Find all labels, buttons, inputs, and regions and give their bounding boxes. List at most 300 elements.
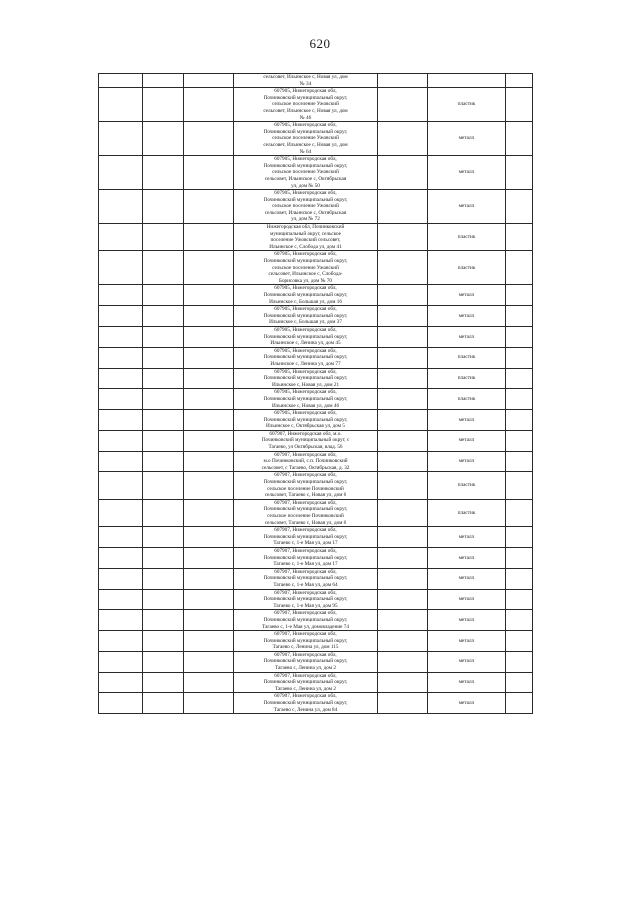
address-cell [234, 499, 378, 526]
material-cell: металл [428, 547, 506, 568]
address-line: сельсовет, Ильинское с, Октябрьская [264, 175, 347, 182]
empty-cell-g [506, 410, 533, 431]
address-line: Ильинское с, Октябрьская ул, дом 5 [266, 423, 345, 430]
address-line: муниципальный округ, сельское [270, 230, 341, 237]
empty-cell-b [143, 74, 184, 88]
empty-cell-g [506, 631, 533, 652]
material-cell: металл [428, 610, 506, 631]
empty-cell-g [506, 610, 533, 631]
address-line: Тагаево с, 1-е Мая ул, дом 64 [273, 581, 338, 588]
material-cell: пластик [428, 499, 506, 526]
empty-cell-b [143, 251, 184, 285]
address-line: поселение Ужовский сельсовет, [270, 237, 341, 244]
address-line: 607905, Нижегородская обл, [274, 368, 337, 375]
address-line: сельское поселение Починковский [267, 513, 344, 519]
address-line: Починковский муниципальный округ, [263, 554, 348, 561]
table-row [99, 326, 533, 347]
empty-cell-b [143, 410, 184, 431]
empty-cell-e [378, 88, 428, 122]
empty-cell-c [184, 88, 234, 122]
address-cell [234, 224, 378, 251]
address-line: № 64 [299, 148, 312, 155]
address-line: 607905, Нижегородская обл, [274, 389, 337, 396]
address-cell [234, 451, 378, 472]
empty-cell-e [378, 224, 428, 251]
address-line: Починковский муниципальный округ, [263, 596, 348, 603]
empty-cell-e [378, 389, 428, 410]
empty-cell-b [143, 347, 184, 368]
material-cell: металл [428, 451, 506, 472]
empty-cell-a [99, 451, 143, 472]
empty-cell-g [506, 693, 533, 714]
empty-cell-g [506, 651, 533, 672]
empty-cell-g [506, 285, 533, 306]
address-line: 607907, Нижегородская обл, [274, 472, 337, 479]
empty-cell-g [506, 156, 533, 190]
address-cell [234, 589, 378, 610]
address-line: сельсовет, Ильинское с, Слобода- [268, 271, 343, 278]
address-line: м.о Починковский, с.п. Починковский [263, 458, 348, 465]
empty-cell-c [184, 190, 234, 224]
empty-cell-b [143, 499, 184, 526]
empty-cell-a [99, 122, 143, 156]
empty-cell-e [378, 347, 428, 368]
material-cell: металл [428, 156, 506, 190]
address-line: Починковский муниципальный округ, [263, 312, 348, 319]
empty-cell-b [143, 693, 184, 714]
address-line: 607907, Нижегородская обл, [274, 568, 337, 575]
table-row [99, 568, 533, 589]
address-line: 607907, Нижегородская обл, [274, 610, 337, 617]
address-line: Ильинское с, Новая ул, дом 21 [271, 381, 340, 388]
address-line: сельсовет, Ильинское с, Новая ул, дом [263, 141, 348, 148]
empty-cell-g [506, 88, 533, 122]
address-cell [234, 285, 378, 306]
register-table [98, 73, 533, 714]
empty-cell-b [143, 190, 184, 224]
table-row [99, 285, 533, 306]
address-line: сельское поселение Ужовский [272, 169, 339, 176]
empty-cell-b [143, 156, 184, 190]
table-row [99, 451, 533, 472]
empty-cell-b [143, 389, 184, 410]
table-row [99, 589, 533, 610]
table-row [99, 347, 533, 368]
table-row [99, 190, 533, 224]
material-cell: пластик [428, 88, 506, 122]
table-row [99, 693, 533, 714]
material-cell: металл [428, 190, 506, 224]
table-row [99, 499, 533, 526]
empty-cell-e [378, 651, 428, 672]
empty-cell-b [143, 430, 184, 451]
address-line: Ильинское с, Новая ул, дом 46 [271, 402, 340, 409]
address-line: 607907, Нижегородская обл, [274, 672, 337, 679]
address-line: Тагаево с, Ленина ул, дом 84 [273, 706, 338, 713]
address-line: Тагаево с, 1-е Мая ул, дом 17 [273, 540, 338, 547]
empty-cell-b [143, 672, 184, 693]
empty-cell-b [143, 285, 184, 306]
empty-cell-a [99, 499, 143, 526]
address-line: Починковский муниципальный округ, с [261, 437, 350, 444]
empty-cell-a [99, 589, 143, 610]
address-line: Тагаево с, 1-е Мая ул, дом 17 [273, 561, 338, 568]
address-cell [234, 368, 378, 389]
table-row [99, 306, 533, 327]
empty-cell-b [143, 224, 184, 251]
material-cell: пластик [428, 347, 506, 368]
address-line: Починковский муниципальный округ, [263, 679, 348, 686]
address-cell [234, 326, 378, 347]
empty-cell-a [99, 347, 143, 368]
address-line: 607905, Нижегородская обл, [274, 156, 337, 163]
empty-cell-a [99, 224, 143, 251]
empty-cell-a [99, 389, 143, 410]
address-line: Починковский муниципальный округ, [263, 533, 348, 540]
address-line: 607907, Нижегородская обл, [274, 547, 337, 554]
empty-cell-b [143, 472, 184, 499]
address-line: 607905, Нижегородская обл, [274, 190, 337, 197]
empty-cell-a [99, 672, 143, 693]
table-body [99, 74, 533, 714]
empty-cell-e [378, 430, 428, 451]
empty-cell-c [184, 472, 234, 499]
empty-cell-a [99, 430, 143, 451]
address-line: Нижегородская обл, Починковский [266, 224, 345, 231]
address-cell [234, 568, 378, 589]
empty-cell-c [184, 156, 234, 190]
empty-cell-c [184, 651, 234, 672]
table-row [99, 651, 533, 672]
table-row [99, 472, 533, 499]
empty-cell-g [506, 326, 533, 347]
address-line: 607905, Нижегородская обл, [274, 88, 337, 95]
address-line: ул, дом № 50 [291, 182, 320, 189]
address-line: Ильинское с, Большая ул, дом 16 [269, 298, 342, 305]
material-cell: металл [428, 527, 506, 548]
empty-cell-b [143, 306, 184, 327]
empty-cell-c [184, 285, 234, 306]
address-line: ул, дом № 72 [291, 216, 320, 223]
material-cell: металл [428, 693, 506, 714]
table-row [99, 631, 533, 652]
material-cell: металл [428, 568, 506, 589]
empty-cell-b [143, 326, 184, 347]
address-line: Тагаево с, 1-е Мая ул, домовладение 74 [262, 623, 349, 630]
empty-cell-a [99, 472, 143, 499]
empty-cell-c [184, 410, 234, 431]
address-cell [234, 472, 378, 499]
empty-cell-e [378, 410, 428, 431]
empty-cell-c [184, 347, 234, 368]
empty-cell-b [143, 610, 184, 631]
empty-cell-g [506, 74, 533, 88]
page-number: 620 [309, 36, 331, 51]
material-cell: металл [428, 410, 506, 431]
address-cell [234, 389, 378, 410]
address-cell [234, 156, 378, 190]
empty-cell-b [143, 527, 184, 548]
address-line: Борисовка ул, дом № 70 [278, 277, 333, 284]
empty-cell-g [506, 589, 533, 610]
address-line: Починковский муниципальный округ, [263, 700, 348, 707]
address-cell [234, 74, 378, 88]
address-line: № 34 [299, 80, 312, 87]
material-cell: металл [428, 672, 506, 693]
empty-cell-c [184, 547, 234, 568]
empty-cell-c [184, 610, 234, 631]
empty-cell-a [99, 631, 143, 652]
table-row [99, 88, 533, 122]
empty-cell-a [99, 368, 143, 389]
address-line: Починковский муниципальный округ, [263, 333, 348, 340]
empty-cell-b [143, 589, 184, 610]
table-row [99, 224, 533, 251]
address-cell [234, 251, 378, 285]
empty-cell-e [378, 451, 428, 472]
empty-cell-c [184, 568, 234, 589]
empty-cell-a [99, 651, 143, 672]
empty-cell-e [378, 568, 428, 589]
empty-cell-g [506, 306, 533, 327]
table-row [99, 122, 533, 156]
empty-cell-g [506, 451, 533, 472]
address-line: 607907, Нижегородская обл, [274, 589, 337, 596]
address-line: Ильинское с, Ленина ул, дом 77 [270, 360, 341, 367]
empty-cell-g [506, 347, 533, 368]
address-line: Починковский муниципальный округ, [263, 354, 348, 361]
address-cell [234, 347, 378, 368]
address-line: Починковский муниципальный округ, [263, 162, 348, 169]
material-cell: металл [428, 651, 506, 672]
address-cell [234, 693, 378, 714]
address-line: Тагаево, ул Октябрьская, влад. 56 [268, 444, 343, 451]
address-line: сельсовет, Тагаево с, Новая ул, дом 6 [264, 519, 347, 526]
table-row [99, 410, 533, 431]
empty-cell-b [143, 568, 184, 589]
address-cell [234, 430, 378, 451]
address-line: Починковский муниципальный округ, [263, 94, 348, 101]
address-line: Починковский муниципальный округ, [263, 196, 348, 203]
table-row [99, 547, 533, 568]
empty-cell-c [184, 693, 234, 714]
address-line: Починковский муниципальный округ, [263, 292, 348, 298]
address-cell [234, 610, 378, 631]
address-line: Ильинское с, Большая ул, дом 37 [269, 319, 342, 326]
address-line: сельсовет, Ильинское с, Октябрьская [264, 209, 347, 216]
empty-cell-e [378, 74, 428, 88]
empty-cell-g [506, 499, 533, 526]
empty-cell-c [184, 527, 234, 548]
address-line: Починковский муниципальный округ, [263, 416, 348, 423]
empty-cell-g [506, 527, 533, 548]
empty-cell-e [378, 156, 428, 190]
empty-cell-a [99, 326, 143, 347]
empty-cell-e [378, 472, 428, 499]
empty-cell-a [99, 88, 143, 122]
empty-cell-a [99, 74, 143, 88]
material-cell: металл [428, 306, 506, 327]
material-cell [428, 74, 506, 88]
empty-cell-a [99, 693, 143, 714]
address-cell [234, 631, 378, 652]
address-line: сельсовет, Ильинское с, Новая ул, дом [263, 74, 348, 80]
address-line: Починковский муниципальный округ, [263, 616, 348, 623]
address-line: Тагаево с, 1-е Мая ул, дом 95 [273, 602, 338, 609]
empty-cell-e [378, 326, 428, 347]
address-line: Тагаево с, Ленина ул, дом 2 [275, 665, 336, 672]
empty-cell-a [99, 285, 143, 306]
empty-cell-a [99, 156, 143, 190]
empty-cell-e [378, 190, 428, 224]
address-line: Ильинское с, Ленина ул, дом 45 [270, 340, 341, 347]
table-row [99, 430, 533, 451]
empty-cell-c [184, 499, 234, 526]
address-line: 607905, Нижегородская обл, [274, 347, 337, 354]
empty-cell-b [143, 547, 184, 568]
address-line: Починковский муниципальный округ, [263, 575, 348, 582]
address-line: 607907, Нижегородская обл, [274, 651, 337, 658]
address-line: Тагаево с, Ленина ул, дом 115 [272, 644, 339, 651]
address-line: Ильинское с, Слобода ул, дом 41 [269, 243, 342, 250]
material-cell: металл [428, 589, 506, 610]
table-row [99, 368, 533, 389]
material-cell: металл [428, 285, 506, 306]
address-line: 607905, Нижегородская обл, [274, 306, 337, 313]
address-line: сельсовет, Тагаево с, Новая ул, дом 6 [264, 492, 347, 499]
empty-cell-b [143, 368, 184, 389]
address-line: 607905, Нижегородская обл, [274, 122, 337, 129]
address-line: Починковский муниципальный округ, [263, 479, 348, 486]
address-line: Починковский муниципальный округ, [263, 637, 348, 644]
empty-cell-e [378, 368, 428, 389]
material-cell: металл [428, 122, 506, 156]
address-line: Тагаево с, Ленина ул, дом 2 [275, 685, 336, 692]
material-cell: пластик [428, 368, 506, 389]
empty-cell-c [184, 74, 234, 88]
empty-cell-c [184, 326, 234, 347]
address-line: Починковский муниципальный округ, [263, 395, 348, 402]
empty-cell-c [184, 451, 234, 472]
address-line: 607907, Нижегородская обл, [274, 499, 337, 506]
address-line: № 46 [299, 114, 312, 121]
address-line: Починковский муниципальный округ, [263, 258, 348, 265]
address-line: 607905, Нижегородская обл, [274, 326, 337, 333]
address-line: сельское поселение Ужовский [272, 101, 339, 108]
empty-cell-e [378, 672, 428, 693]
address-cell [234, 122, 378, 156]
address-line: 607907, Нижегородская обл, [274, 693, 337, 700]
table-row [99, 389, 533, 410]
address-cell [234, 306, 378, 327]
empty-cell-c [184, 672, 234, 693]
address-cell [234, 527, 378, 548]
address-cell [234, 190, 378, 224]
empty-cell-c [184, 589, 234, 610]
address-line: сельское поселение Ужовский [272, 264, 339, 271]
table-row [99, 251, 533, 285]
address-line: 607907, Нижегородская обл, м.о. [269, 430, 342, 437]
address-line: сельсовет, Ильинское с, Новая ул, дом [263, 107, 348, 114]
empty-cell-e [378, 631, 428, 652]
empty-cell-a [99, 527, 143, 548]
address-line: 607907, Нижегородская обл, [274, 527, 337, 534]
empty-cell-c [184, 224, 234, 251]
empty-cell-e [378, 306, 428, 327]
empty-cell-e [378, 251, 428, 285]
empty-cell-g [506, 251, 533, 285]
empty-cell-e [378, 499, 428, 526]
empty-cell-g [506, 568, 533, 589]
address-line: сельское поселение Ужовский [272, 203, 339, 210]
empty-cell-a [99, 410, 143, 431]
table-row [99, 527, 533, 548]
empty-cell-e [378, 285, 428, 306]
empty-cell-g [506, 547, 533, 568]
address-line: 607907, Нижегородская обл, [274, 631, 337, 638]
table-row [99, 672, 533, 693]
material-cell: пластик [428, 472, 506, 499]
address-line: Починковский муниципальный округ, [263, 658, 348, 665]
empty-cell-e [378, 122, 428, 156]
address-line: сельское поселение Ужовский [272, 135, 339, 142]
empty-cell-c [184, 389, 234, 410]
empty-cell-e [378, 527, 428, 548]
empty-cell-e [378, 693, 428, 714]
address-line: 607907, Нижегородская обл, [274, 451, 337, 458]
table-row [99, 610, 533, 631]
empty-cell-c [184, 631, 234, 652]
empty-cell-a [99, 306, 143, 327]
empty-cell-g [506, 472, 533, 499]
empty-cell-c [184, 251, 234, 285]
table-row [99, 74, 533, 88]
address-cell [234, 410, 378, 431]
empty-cell-b [143, 631, 184, 652]
empty-cell-g [506, 190, 533, 224]
address-line: 607905, Нижегородская обл, [274, 410, 337, 417]
empty-cell-e [378, 589, 428, 610]
address-cell [234, 672, 378, 693]
empty-cell-c [184, 122, 234, 156]
address-cell [234, 88, 378, 122]
address-line: Починковский муниципальный округ, [263, 506, 348, 513]
empty-cell-g [506, 368, 533, 389]
address-line: 607905, Нижегородская обл, [274, 285, 337, 292]
empty-cell-a [99, 547, 143, 568]
empty-cell-g [506, 224, 533, 251]
empty-cell-g [506, 430, 533, 451]
material-cell: металл [428, 326, 506, 347]
empty-cell-b [143, 451, 184, 472]
empty-cell-a [99, 610, 143, 631]
address-line: Починковский муниципальный округ, [263, 375, 348, 382]
address-cell [234, 651, 378, 672]
material-cell: пластик [428, 224, 506, 251]
material-cell: металл [428, 430, 506, 451]
address-line: сельское поселение Починковский [267, 485, 344, 492]
address-line: Починковский муниципальный округ, [263, 128, 348, 135]
empty-cell-g [506, 122, 533, 156]
address-line: сельсовет, с Тагаево, Октябрьская, д. 32 [261, 464, 350, 471]
empty-cell-a [99, 251, 143, 285]
empty-cell-b [143, 651, 184, 672]
empty-cell-b [143, 122, 184, 156]
empty-cell-g [506, 389, 533, 410]
empty-cell-e [378, 547, 428, 568]
address-cell [234, 547, 378, 568]
material-cell: пластик [428, 251, 506, 285]
